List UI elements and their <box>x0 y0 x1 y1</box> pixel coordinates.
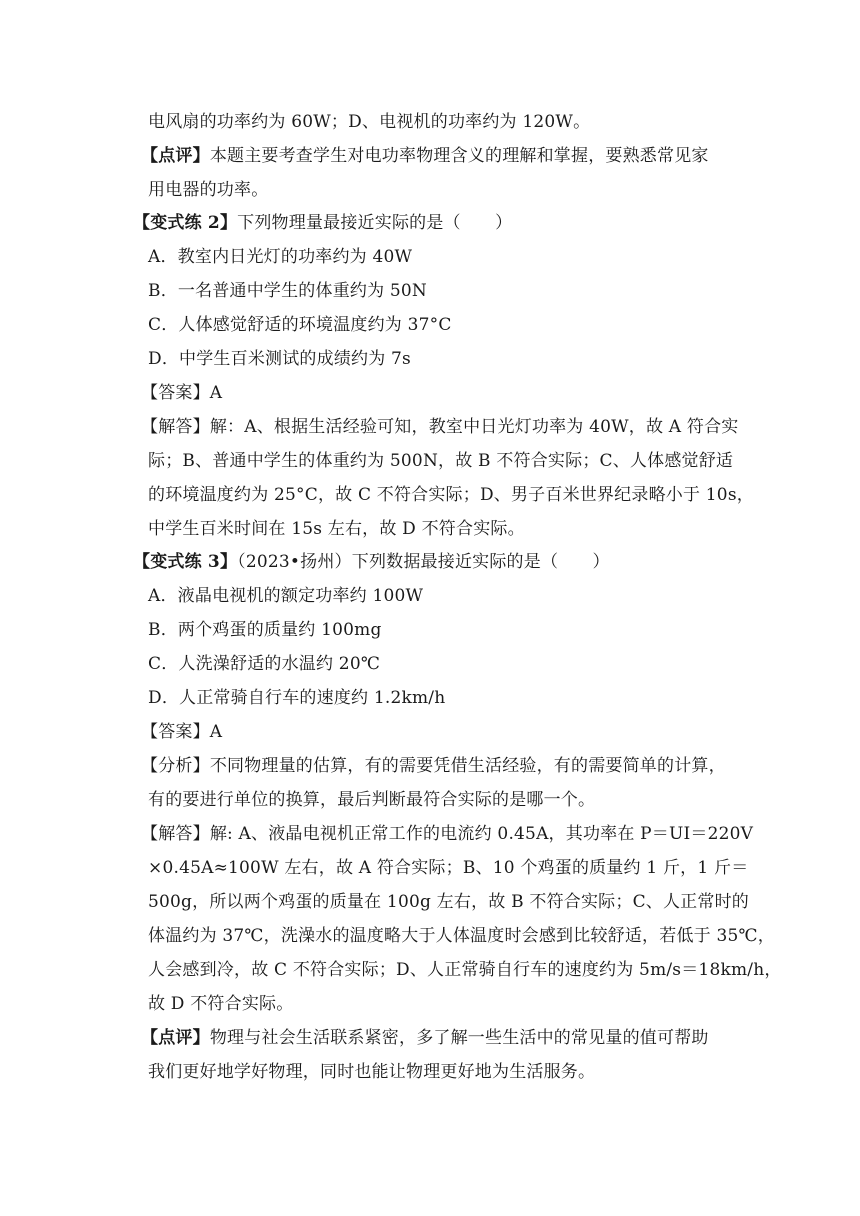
q3-option-d: D．人正常骑自行车的速度约 1.2km/h <box>148 688 446 708</box>
q2-stem: 下列物理量最接近实际的是（ ） <box>237 213 513 233</box>
q3-comment-line-1 <box>141 1027 709 1049</box>
q2-option-a: A．教室内日光灯的功率约为 40W <box>148 247 413 267</box>
q3-stem-line <box>133 551 610 573</box>
q3-analysis-line-2: 有的要进行单位的换算，最后判断最符合实际的是哪一个。 <box>148 790 596 810</box>
q3-option-c: C．人洗澡舒适的水温约 20℃ <box>148 654 381 674</box>
q3-solution-line-3: 500g，所以两个鸡蛋的质量在 100g 左右，故 B 不符合实际；C、人正常时的 <box>148 892 749 912</box>
q2-tag: 【变式练 2】 <box>133 213 238 233</box>
q3-tag: 【变式练 3】 <box>133 552 238 572</box>
analysis-text: 不同物理量的估算，有的需要凭借生活经验，有的需要简单的计算， <box>209 756 726 776</box>
q3-option-b: B．两个鸡蛋的质量约 100mg <box>148 620 382 640</box>
q2-option-b: B．一名普通中学生的体重约为 50N <box>148 281 428 301</box>
prev-answer-line: 电风扇的功率约为 60W；D、电视机的功率约为 120W。 <box>148 112 591 132</box>
q2-stem-line <box>133 212 512 234</box>
q2-solution-line-4: 中学生百米时间在 15s 左右，故 D 不符合实际。 <box>148 519 525 539</box>
q2-solution-line-1 <box>141 416 738 438</box>
q2-answer: 【答案】A <box>141 383 223 403</box>
prev-comment-line-2: 用电器的功率。 <box>148 180 269 200</box>
q3-solution-line-2: ×0.45A≈100W 左右，故 A 符合实际；B、10 个鸡蛋的质量约 1 斤，1 斤＝ <box>148 858 749 878</box>
solution-tag: 【解答】 <box>141 417 210 437</box>
q3-solution-line-6: 故 D 不符合实际。 <box>148 994 294 1014</box>
solution-text: 解: A、液晶电视机正常工作的电流约 0.45A，其功率在 P＝UI＝220V <box>209 824 754 844</box>
solution-tag: 【解答】 <box>141 824 210 844</box>
comment-tag: 【点评】 <box>141 1028 210 1048</box>
q3-stem: （2023•扬州）下列数据最接近实际的是（ ） <box>237 552 610 572</box>
q2-option-d: D．中学生百米测试的成绩约为 7s <box>148 349 411 369</box>
q3-comment-line-2: 我们更好地学好物理，同时也能让物理更好地为生活服务。 <box>148 1062 596 1082</box>
q2-option-c: C．人体感觉舒适的环境温度约为 37°C <box>148 315 452 335</box>
solution-text: 解：A、根据生活经验可知，教室中日光灯功率为 40W，故 A 符合实 <box>209 417 739 437</box>
q3-analysis-line-1 <box>141 755 726 777</box>
q2-solution-line-2: 际；B、普通中学生的体重约为 500N，故 B 不符合实际；C、人体感觉舒适 <box>148 451 734 471</box>
comment-text: 物理与社会生活联系紧密，多了解一些生活中的常见量的值可帮助 <box>209 1028 709 1048</box>
q3-solution-line-5: 人会感到冷，故 C 不符合实际；D、人正常骑自行车的速度约为 5m/s＝18km/h， <box>148 960 782 980</box>
q3-option-a: A．液晶电视机的额定功率约 100W <box>148 586 424 606</box>
q2-solution-line-3: 的环境温度约为 25°C，故 C 不符合实际；D、男子百米世界纪录略小于 10s， <box>148 485 754 505</box>
analysis-tag: 【分析】 <box>141 756 210 776</box>
q3-solution-line-4: 体温约为 37℃，洗澡水的温度略大于人体温度时会感到比较舒适，若低于 35℃， <box>148 926 775 946</box>
q3-solution-line-1 <box>141 823 753 845</box>
q3-answer: 【答案】A <box>141 722 223 742</box>
comment-tag: 【点评】 <box>141 146 210 166</box>
prev-comment-line-1 <box>141 145 709 167</box>
comment-text: 本题主要考查学生对电功率物理含义的理解和掌握，要熟悉常见家 <box>209 146 709 166</box>
